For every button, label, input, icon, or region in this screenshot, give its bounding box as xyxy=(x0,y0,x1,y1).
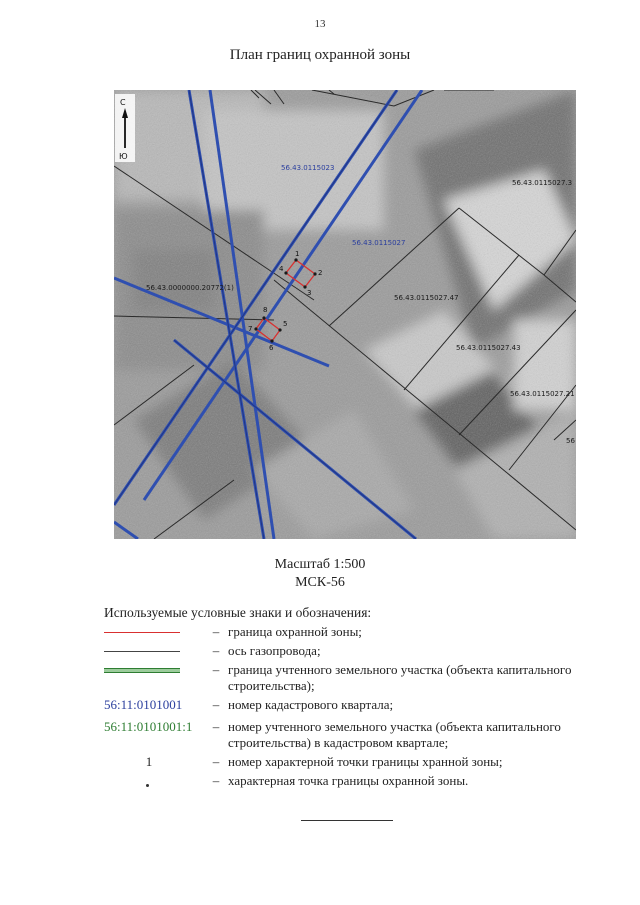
cadastral-lot-main-label: 56.43.0115027 xyxy=(352,239,406,247)
cadastral-quarter-label: 56.43.0115023 xyxy=(281,164,335,172)
point-label-6: 6 xyxy=(269,344,274,352)
lot-21-label: 56.43.0115027.21 xyxy=(510,390,575,398)
legend-text: граница учтенного земельного участка (объекта капитального строительства); xyxy=(228,662,572,693)
lot-43-label: 56.43.0115027.43 xyxy=(456,344,521,352)
point-label-7: 7 xyxy=(248,325,253,333)
legend-title: Используемые условные знаки и обозначения: xyxy=(104,605,372,620)
end-divider xyxy=(301,820,393,821)
legend-symbol-red-line xyxy=(104,624,204,640)
legend-text: характерная точка границы охранной зоны. xyxy=(228,773,469,788)
legend-row-protection-zone: – граница охранной зоны; xyxy=(104,624,584,640)
lot-47-label: 56.43.0115027.47 xyxy=(394,294,459,302)
legend-symbol-parcel: 56:11:0101001:1 xyxy=(104,719,193,734)
point-label-3: 3 xyxy=(307,289,312,297)
point-label-5: 5 xyxy=(283,320,288,328)
legend xyxy=(104,624,584,792)
page-number: 13 xyxy=(314,18,326,30)
coordinate-system-label: МСК-56 xyxy=(295,575,345,590)
north-arrow xyxy=(115,94,135,162)
legend-symbol-dot-icon xyxy=(104,773,204,789)
aerial-grain xyxy=(114,90,576,539)
legend-text: номер учтенного земельного участка (объекта капитального строительства) в кадастровом квартале; xyxy=(228,719,561,750)
point-label-4: 4 xyxy=(279,265,284,273)
legend-row-parcel-number: 56:11:0101001:1 – номер учтенного земельного участка (объекта капитального строительства) в кадастровом квартале; xyxy=(104,719,584,751)
lot-3-label: 56.43.0115027.3 xyxy=(512,179,573,187)
lot-road-label: 56.43.0000000.20772(1) xyxy=(146,284,234,292)
lot-edge-label: 56 xyxy=(566,437,575,445)
legend-row-boundary-point: – характерная точка границы охранной зоны. xyxy=(104,773,584,789)
legend-row-point-number: 1 – номер характерной точки границы хранной зоны; xyxy=(104,754,584,770)
legend-text: номер характерной точки границы хранной зоны; xyxy=(228,754,503,769)
legend-text: номер кадастрового квартала; xyxy=(228,697,394,712)
legend-symbol-double-line xyxy=(104,662,204,678)
legend-symbol-dark-line xyxy=(104,643,204,659)
page-title: План границ охранной зоны xyxy=(229,47,411,63)
compass-south-label: Ю xyxy=(119,152,128,161)
scale-label: Масштаб 1:500 xyxy=(274,557,366,572)
legend-text: ось газопровода; xyxy=(228,643,321,658)
cadastral-map[interactable] xyxy=(114,90,576,539)
legend-row-quarter-number: 56:11:0101001 – номер кадастрового квартала; xyxy=(104,697,584,713)
legend-symbol-quarter: 56:11:0101001 xyxy=(104,697,183,712)
point-label-8: 8 xyxy=(263,306,268,314)
map-canvas xyxy=(114,90,576,539)
legend-row-gas-axis: – ось газопровода; xyxy=(104,643,584,659)
legend-symbol-point-number: 1 xyxy=(145,754,153,769)
point-label-2: 2 xyxy=(318,269,323,277)
compass-north-label: С xyxy=(120,98,126,107)
scale-block xyxy=(0,556,640,592)
legend-text: граница охранной зоны; xyxy=(228,624,362,639)
legend-row-parcel-boundary: – граница учтенного земельного участка (объекта капитального строительства); xyxy=(104,662,584,694)
point-label-1: 1 xyxy=(295,250,300,258)
